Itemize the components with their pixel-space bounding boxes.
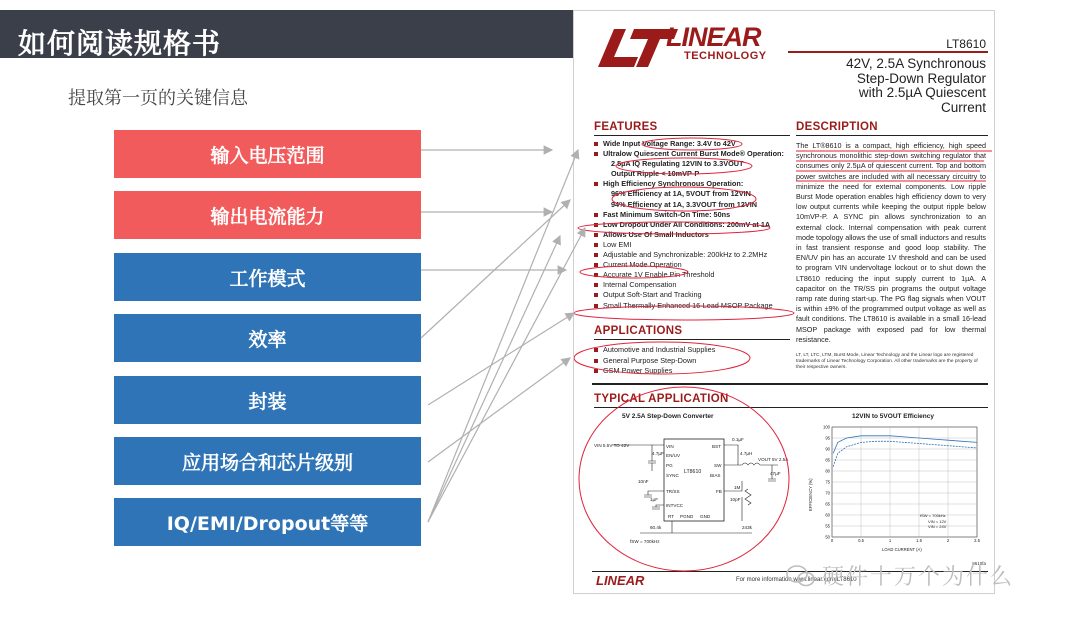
vout-label: VOUT 5V 2.5A bbox=[758, 457, 789, 462]
features-list bbox=[594, 139, 794, 311]
pin-en: EN/UV bbox=[666, 453, 681, 458]
product-title-line: with 2.5µA Quiescent bbox=[858, 85, 986, 100]
arrow-iq bbox=[428, 150, 578, 522]
chart-legend-24v: VIN = 24V bbox=[928, 524, 947, 529]
applications-heading: APPLICATIONS bbox=[594, 325, 683, 337]
cap-label: 4.7µF bbox=[652, 451, 664, 456]
feature-item: 94% Efficiency at 1A, 3.3VOUT from 12VIN bbox=[611, 199, 757, 209]
item-input-voltage: 输入电压范围 bbox=[114, 130, 421, 178]
vin-label: VIN 5.5V TO 42V bbox=[594, 443, 630, 448]
chart-grid bbox=[832, 427, 977, 537]
item-output-current: 输出电流能力 bbox=[114, 191, 421, 239]
pin-vin: VIN bbox=[666, 444, 674, 449]
trademark-note: LT, LT, LTC, LTM, Burst Mode, Linear Technology and the Linear logo are registered trademarks of Linear Technology Corporation. All other trademarks are the property of their respective owners. bbox=[796, 353, 978, 370]
y-tick-label: 80 bbox=[825, 468, 830, 474]
pin-intvcc: INTVCC bbox=[666, 503, 684, 508]
pin-pgnd: PGND bbox=[680, 514, 694, 519]
circuit-title: 5V 2.5A Step-Down Converter bbox=[622, 413, 714, 420]
feature-item: Output Ripple < 10mVP-P bbox=[611, 169, 700, 179]
efficiency-chart bbox=[804, 421, 989, 556]
res-label: 243k bbox=[742, 525, 752, 530]
feature-item: Low Dropout Under All Conditions: 200mV at 1A bbox=[594, 220, 794, 230]
application-item: General Purpose Step-Down bbox=[594, 356, 715, 367]
chart-series bbox=[833, 436, 977, 467]
cap-label: 10pF bbox=[730, 497, 741, 502]
footer-logo: LINEAR bbox=[596, 573, 645, 588]
features-rule bbox=[594, 135, 790, 136]
pin-fb: FB bbox=[716, 489, 722, 494]
x-tick-label: 2.5 bbox=[974, 538, 980, 543]
chart-ylabel: EFFICIENCY (%) bbox=[808, 478, 813, 511]
inductor-label: 4.7µH bbox=[740, 451, 753, 456]
item-efficiency: 效率 bbox=[114, 314, 421, 362]
pin-bst: BST bbox=[712, 444, 721, 449]
footer-code: 8610fa bbox=[972, 561, 986, 566]
arrow-dropout bbox=[428, 228, 585, 522]
applications-list bbox=[594, 345, 715, 377]
application-item: Automotive and Industrial Supplies bbox=[594, 345, 715, 356]
features-heading: FEATURES bbox=[594, 121, 658, 133]
y-tick-label: 75 bbox=[825, 479, 830, 485]
item-application-grade: 应用场合和芯片级别 bbox=[114, 437, 421, 485]
chart-xlabel: LOAD CURRENT (A) bbox=[882, 547, 922, 552]
feature-item: Accurate 1V Enable Pin Threshold bbox=[594, 270, 794, 280]
typical-application-heading: TYPICAL APPLICATION bbox=[594, 393, 729, 405]
typical-rule bbox=[594, 407, 988, 408]
feature-item: Ultralow Quiescent Current Burst Mode® Operation: bbox=[594, 149, 794, 159]
feature-item: High Efficiency Synchronous Operation: bbox=[594, 179, 794, 189]
title-bar bbox=[0, 10, 578, 58]
series-line-2 bbox=[833, 441, 977, 466]
pin-sync: SYNC bbox=[666, 473, 679, 478]
y-tick-label: 90 bbox=[825, 446, 830, 452]
feature-item: Fast Minimum Switch-On Time: 50ns bbox=[594, 210, 794, 220]
fsw-label: fSW = 700kHz bbox=[630, 539, 660, 544]
feature-item: Allows Use Of Small Inductors bbox=[594, 230, 794, 240]
efficiency-title: 12VIN to 5VOUT Efficiency bbox=[852, 413, 934, 420]
feature-item: Adjustable and Synchronizable: 200kHz to 2.2MHz bbox=[594, 250, 794, 260]
chart-legend-12v: VIN = 12V bbox=[928, 519, 947, 524]
logo-subword: TECHNOLOGY bbox=[684, 50, 767, 62]
pin-bias: BIAS bbox=[710, 473, 721, 478]
application-item: GSM Power Supplies bbox=[594, 366, 715, 377]
logo-word: LINEAR bbox=[666, 22, 761, 52]
pin-sw: SW bbox=[714, 463, 722, 468]
feature-item: Small Thermally Enhanced 16-Lead MSOP Package bbox=[594, 301, 794, 311]
product-title bbox=[796, 57, 986, 115]
y-tick-label: 50 bbox=[825, 534, 830, 540]
item-iq-emi-dropout: IQ/EMI/Dropout等等 bbox=[114, 498, 421, 546]
wechat-icon bbox=[786, 565, 816, 587]
cap-label: 1µF bbox=[650, 497, 659, 502]
feature-item: Current Mode Operation bbox=[594, 260, 794, 270]
schematic-diagram bbox=[592, 421, 792, 551]
item-operating-mode: 工作模式 bbox=[114, 253, 421, 301]
chart-legend-fsw: fSW = 700kHz bbox=[920, 513, 946, 518]
arrow-package bbox=[428, 313, 574, 405]
arrow-efficiency bbox=[421, 200, 570, 338]
datasheet-page bbox=[573, 10, 995, 594]
pin-pg: PG bbox=[666, 463, 673, 468]
x-tick-label: 0.5 bbox=[858, 538, 864, 543]
chip-label: LT8610 bbox=[684, 469, 702, 475]
cap-label: 47µF bbox=[770, 471, 781, 476]
feature-item: 2.5µA IQ Regulating 12VIN to 3.3VOUT bbox=[611, 159, 744, 169]
y-tick-label: 95 bbox=[825, 435, 830, 441]
schematic-wires bbox=[612, 445, 778, 533]
description-text: The LT®8610 is a compact, high efficiency, high speed synchronous monolithic step-down switching regulator that consumes only 2.5µA of quiescent current. Top and bottom power switches are included with all necessary circuitry to minimize the need for external components. Low ripple Burst Mode operation enables high efficiency down to very low output currents while keeping the output ripple below 10mVP-P. A SYNC pin allows synchronization to an external clock. Internal compensation with peak current mode topology allows the use of small inductors and results in fast transient response and good loop stability. The EN/UV pin has an accurate 1V threshold and can be used to program VIN undervoltage lockout or to shut down the LT8610 reducing the input supply current to 1µA. A capacitor on the TR/SS pin programs the output voltage ramp rate during start-up. The PG flag signals when VOUT is within ±9% of the programmed output voltage as well as fault conditions. The LT8610 is available in a small 16-lead MSOP package with exposed pad for low thermal resistance. bbox=[796, 141, 986, 344]
applications-rule bbox=[594, 339, 790, 340]
y-tick-label: 70 bbox=[825, 490, 830, 496]
chart-ticks bbox=[823, 425, 981, 544]
res-label: 1M bbox=[734, 485, 741, 490]
feature-item: Output Soft-Start and Tracking bbox=[594, 290, 794, 300]
slide-subtitle: 提取第一页的关键信息 bbox=[68, 88, 248, 109]
cap-label: 10nF bbox=[638, 479, 649, 484]
header-rule bbox=[788, 51, 988, 53]
x-tick-label: 1 bbox=[888, 538, 892, 543]
y-tick-label: 100 bbox=[823, 424, 830, 430]
pin-gnd: GND bbox=[700, 514, 711, 519]
pin-rt: RT bbox=[668, 514, 675, 519]
pin-trss: TR/SS bbox=[666, 489, 680, 494]
description-rule bbox=[796, 135, 988, 136]
watermark-text: 硬件十万个为什么 bbox=[822, 565, 1015, 590]
feature-item: Internal Compensation bbox=[594, 280, 794, 290]
feature-item: 96% Efficiency at 1A, 5VOUT from 12VIN bbox=[611, 189, 751, 199]
footer-more-info: For more information www.linear.com/LT8610 bbox=[736, 577, 857, 583]
section-divider bbox=[592, 383, 988, 385]
cap-label: 0.1µF bbox=[732, 437, 744, 442]
x-tick-label: 2 bbox=[946, 538, 950, 543]
arrow-emi bbox=[428, 236, 560, 522]
slide-title: 如何阅读规格书 bbox=[18, 27, 222, 60]
feature-item: Wide Input Voltage Range: 3.4V to 42V bbox=[594, 139, 794, 149]
product-title-line: Current bbox=[940, 99, 986, 115]
item-package: 封装 bbox=[114, 376, 421, 424]
product-title-line: 42V, 2.5A Synchronous bbox=[846, 56, 986, 71]
description-heading: DESCRIPTION bbox=[796, 121, 878, 133]
y-tick-label: 85 bbox=[825, 457, 830, 463]
x-tick-label: 1.5 bbox=[916, 538, 922, 543]
y-tick-label: 55 bbox=[825, 523, 830, 529]
res-label: 60.4k bbox=[650, 525, 662, 530]
feature-item: Low EMI bbox=[594, 240, 794, 250]
y-tick-label: 65 bbox=[825, 501, 830, 507]
y-tick-label: 60 bbox=[825, 512, 830, 518]
watermark bbox=[786, 560, 1014, 591]
product-title-line: Step-Down Regulator bbox=[856, 70, 986, 86]
x-tick-label: 0 bbox=[830, 538, 834, 543]
arrow-application bbox=[428, 358, 570, 462]
part-number: LT8610 bbox=[946, 37, 986, 51]
